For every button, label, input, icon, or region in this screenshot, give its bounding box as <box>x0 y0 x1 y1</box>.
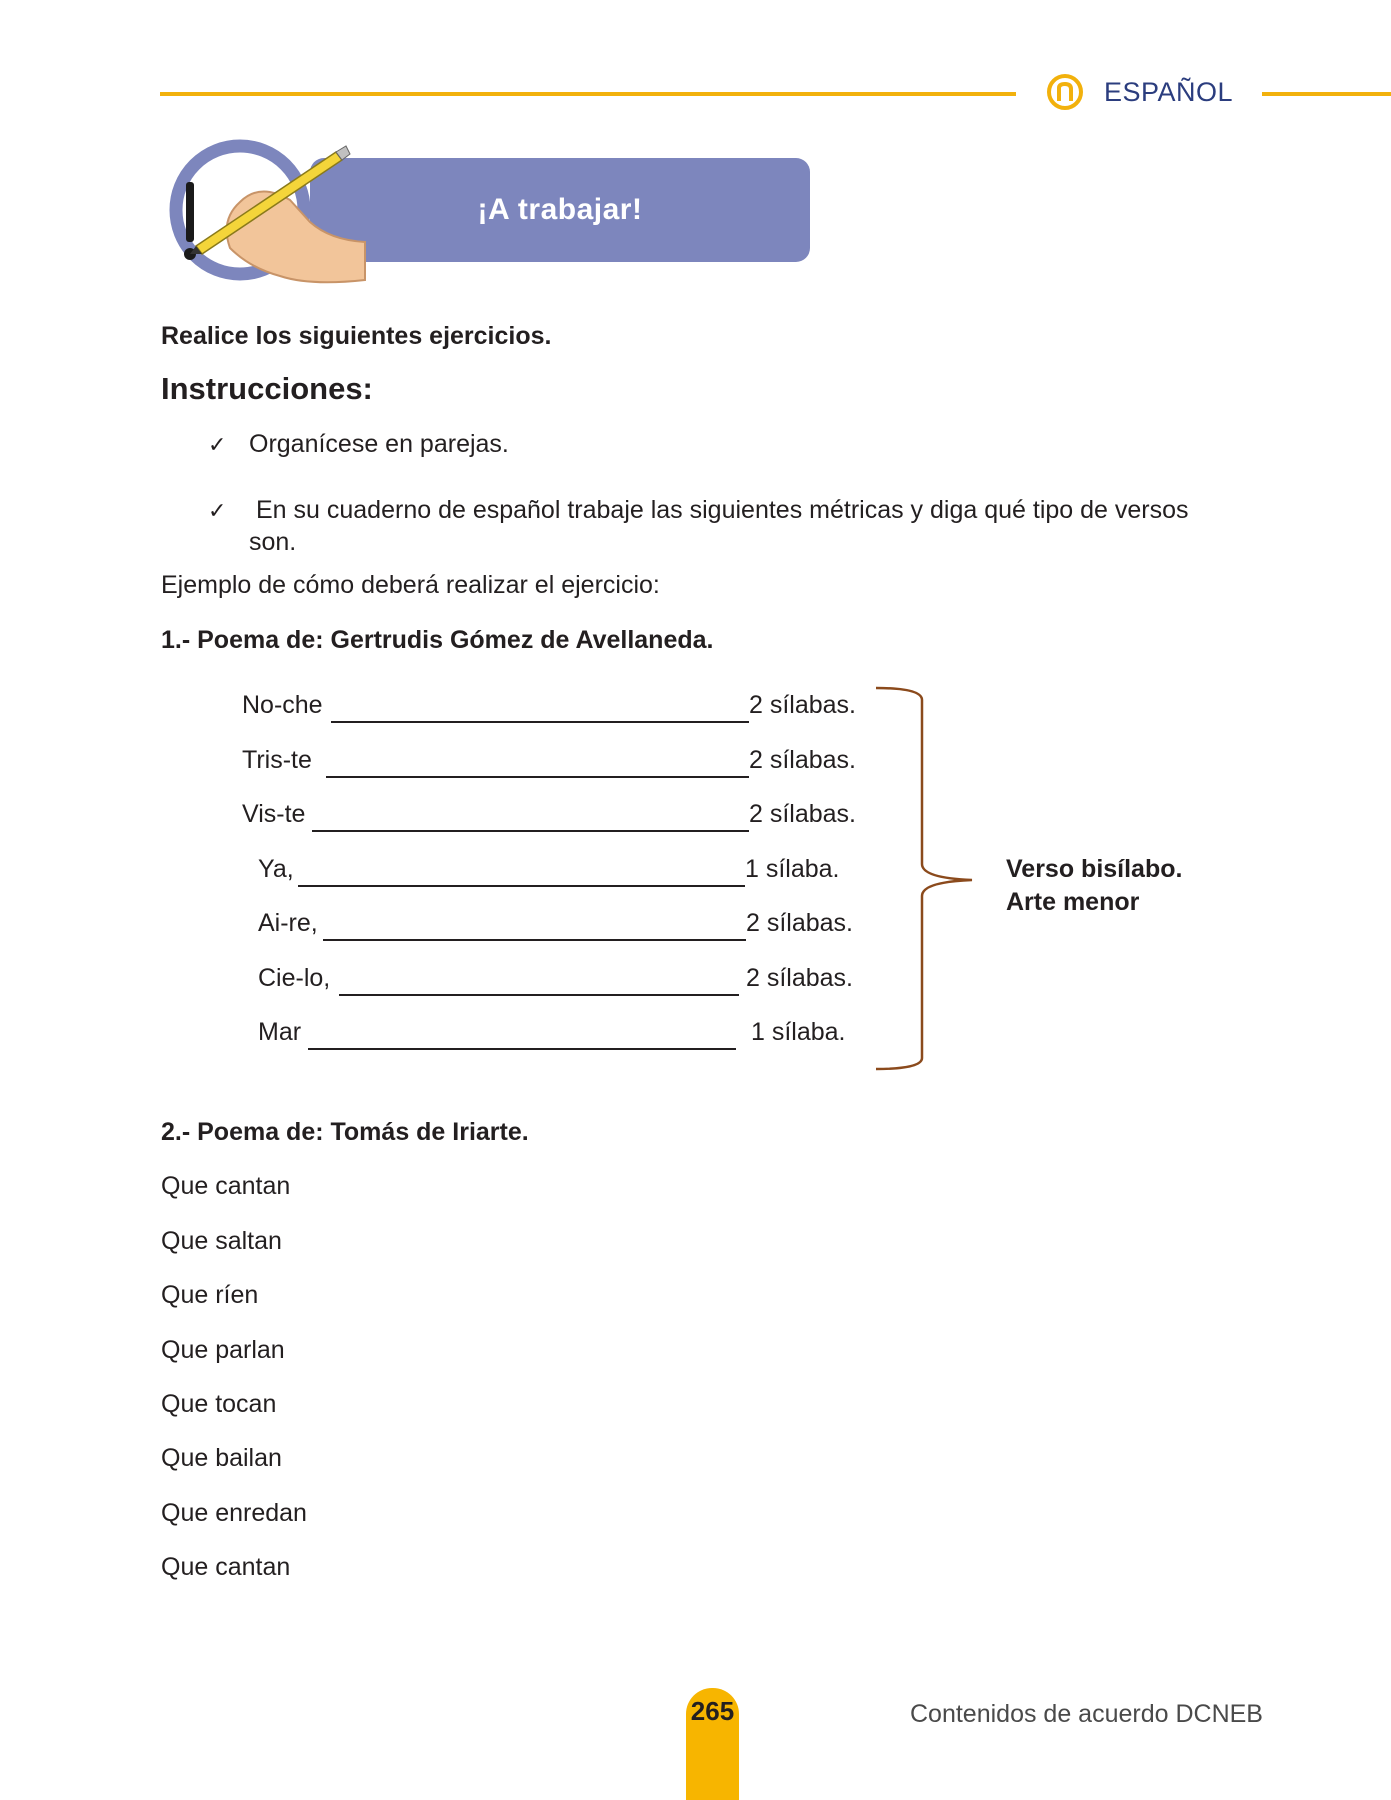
metric-row <box>242 691 882 731</box>
poem-line: Que tocan <box>161 1390 277 1418</box>
poem-line: Que enredan <box>161 1499 307 1527</box>
example-label: Ejemplo de cómo deberá realizar el ejercicio: <box>161 571 660 599</box>
metric-syllables: 2 sílabas. <box>749 691 857 719</box>
metric-syllables: 2 sílabas. <box>746 909 854 937</box>
metric-word: Vis-te <box>242 800 306 828</box>
poem-line: Que cantan <box>161 1553 291 1581</box>
poem-line: Que parlan <box>161 1336 285 1364</box>
metric-syllables: 2 sílabas. <box>749 800 857 828</box>
page-number: 265 <box>690 1696 735 1726</box>
metric-syllables: 1 sílaba. <box>751 1018 846 1046</box>
poem1-heading: 1.- Poema de: Gertrudis Gómez de Avellaneda. <box>161 626 714 654</box>
banner-title: ¡A trabajar! <box>477 193 643 226</box>
check-icon: ✓ <box>208 432 227 457</box>
poem1-result-type: Verso bisílabo. <box>1006 855 1183 883</box>
poem-line: Que saltan <box>161 1227 282 1255</box>
instruction-item-continued: son. <box>249 528 297 556</box>
metric-row <box>258 855 882 895</box>
header-rule-left <box>160 92 1016 96</box>
answer-line <box>308 1048 736 1050</box>
metric-row <box>258 909 882 949</box>
metric-row <box>258 964 882 1004</box>
exercise-intro: Realice los siguientes ejercicios. <box>161 322 552 350</box>
instructions-heading: Instrucciones: <box>161 371 373 406</box>
right-brace-icon <box>872 686 977 1071</box>
poem2-heading: 2.- Poema de: Tomás de Iriarte. <box>161 1118 529 1146</box>
poem-line: Que cantan <box>161 1172 291 1200</box>
instruction-item: Organícese en parejas. <box>249 430 509 458</box>
metric-word: Tris-te <box>242 746 312 774</box>
answer-line <box>298 885 745 887</box>
metric-row <box>242 746 882 786</box>
metric-row <box>242 800 882 840</box>
activity-banner <box>160 130 812 290</box>
subject-title: ESPAÑOL <box>1104 77 1234 107</box>
answer-line <box>326 776 749 778</box>
answer-line <box>323 939 746 941</box>
answer-line <box>312 830 749 832</box>
answer-line <box>331 721 749 723</box>
metric-word: Ya, <box>258 855 294 883</box>
metric-word: Mar <box>258 1018 302 1046</box>
poem1-result-art: Arte menor <box>1006 888 1140 916</box>
metric-syllables: 2 sílabas. <box>749 746 857 774</box>
poem-line: Que bailan <box>161 1444 282 1472</box>
metric-row <box>258 1018 882 1058</box>
check-icon: ✓ <box>208 498 227 523</box>
poem-line: Que ríen <box>161 1281 259 1309</box>
footer-text: Contenidos de acuerdo DCNEB <box>910 1700 1263 1728</box>
metric-syllables: 1 sílaba. <box>745 855 840 883</box>
answer-line <box>339 994 739 996</box>
header-rule-right <box>1262 92 1391 96</box>
metric-word: Ai-re, <box>258 909 318 937</box>
metric-word: Cie-lo, <box>258 964 331 992</box>
metric-word: No-che <box>242 691 323 719</box>
instruction-item: En su cuaderno de español trabaje las siguientes métricas y diga qué tipo de versos <box>256 496 1189 524</box>
subject-logo-icon <box>1047 74 1083 110</box>
hand-pencil-icon <box>160 130 380 290</box>
metric-syllables: 2 sílabas. <box>746 964 854 992</box>
